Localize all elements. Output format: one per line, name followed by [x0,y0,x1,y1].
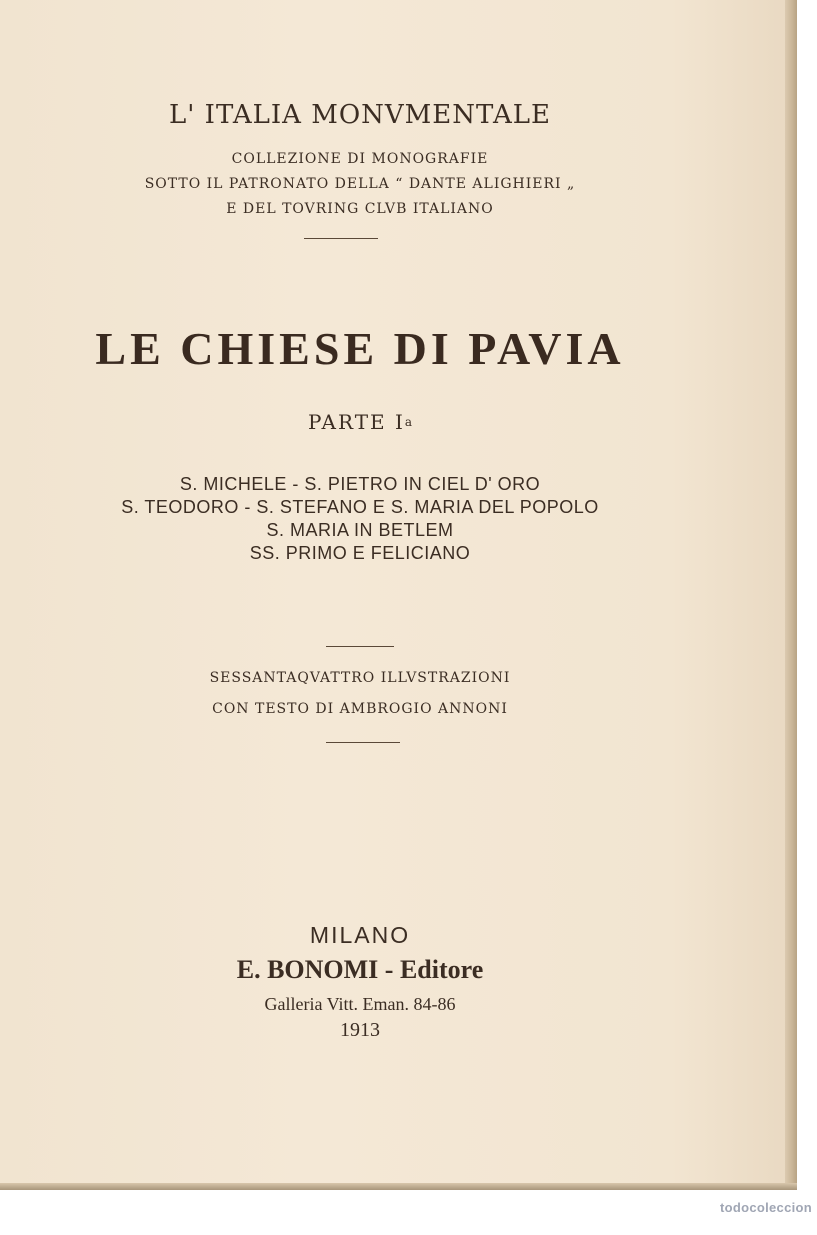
author-line: CON TESTO DI AMBROGIO ANNONI [212,701,508,717]
divider-2 [326,646,394,647]
part-label-text: PARTE I [307,410,405,434]
church-line-2: S. TEODORO - S. STEFANO E S. MARIA DEL POPOLO [121,497,599,517]
series-subtitle-line-2: SOTTO IL PATRONATO DELLA “ DANTE ALIGHIERI „ [144,176,576,192]
publisher-address: Galleria Vitt. Eman. 84-86 [264,994,456,1014]
church-line-3: S. MARIA IN BETLEM [266,520,454,540]
church-line-4: SS. PRIMO E FELICIANO [249,543,471,563]
part-label [0,410,720,434]
page-edge-bottom [0,1183,797,1190]
publisher: E. BONOMI - Editore [236,955,484,984]
series-subtitle-line-1: COLLEZIONE DI MONOGRAFIE [231,151,489,167]
watermark: todocoleccion [719,1200,812,1215]
divider-3 [326,742,400,743]
city: MILANO [309,922,411,948]
church-line-1: S. MICHELE - S. PIETRO IN CIEL D' ORO [179,474,541,494]
series-subtitle-line-3: E DEL TOVRING CLVB ITALIANO [226,201,494,217]
part-superscript: a [404,415,413,429]
divider-1 [304,238,378,239]
series-title: L' ITALIA MONVMENTALE [169,100,551,130]
main-title: LE CHIESE DI PAVIA [95,323,625,374]
publication-year: 1913 [340,1019,380,1041]
page-edge [785,0,797,1190]
illustrations-line: SESSANTAQVATTRO ILLVSTRAZIONI [209,670,511,686]
